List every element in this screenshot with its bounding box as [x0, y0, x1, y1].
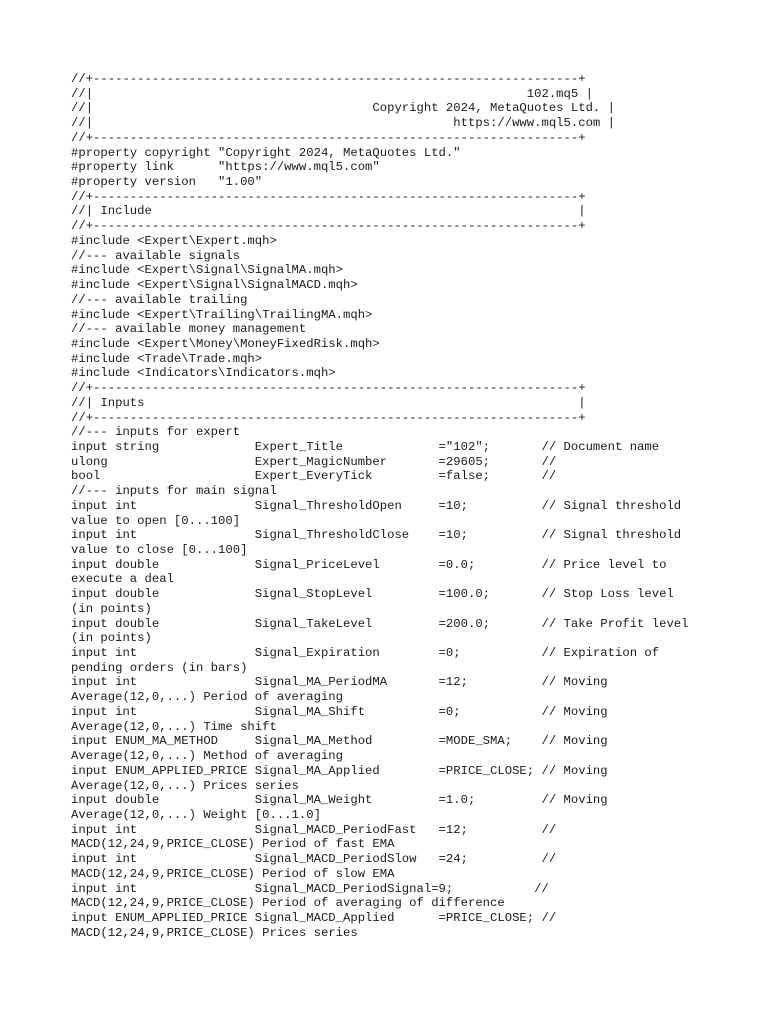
code-line: //| 102.mq5 | [71, 86, 593, 101]
code-line: //+------------------------------------------------------------------+ [71, 410, 586, 425]
code-line: Average(12,0,...) Method of averaging [71, 749, 343, 764]
code-line: input int Signal_ThresholdOpen =10; // Signal threshold [71, 498, 682, 513]
code-line: #include <Indicators\Indicators.mqh> [71, 366, 336, 381]
code-line: //--- available signals [71, 248, 241, 263]
code-line: #property copyright "Copyright 2024, MetaQuotes Ltd." [71, 145, 461, 160]
code-line: input double Signal_TakeLevel =200.0; // Take Profit level [71, 616, 689, 631]
code-line: #include <Expert\Signal\SignalMA.mqh> [71, 263, 343, 278]
code-line: MACD(12,24,9,PRICE_CLOSE) Period of slow EMA [71, 866, 395, 881]
code-line: #property version "1.00" [71, 175, 263, 190]
code-line: pending orders (in bars) [71, 660, 248, 675]
code-line: ulong Expert_MagicNumber =29605; // [71, 454, 557, 469]
code-line: //| https://www.mql5.com | [71, 116, 615, 131]
code-line: //--- available money management [71, 322, 307, 337]
code-line: input int Signal_MACD_PeriodSlow =24; // [71, 852, 557, 867]
code-line: //--- available trailing [71, 292, 248, 307]
code-line: //| Inputs | [71, 395, 586, 410]
code-line: (in points) [71, 631, 152, 646]
code-line: #include <Expert\Expert.mqh> [71, 233, 277, 248]
source-code-listing [71, 72, 751, 940]
code-line: input double Signal_PriceLevel =0.0; // Price level to [71, 557, 667, 572]
code-line: #include <Expert\Trailing\TrailingMA.mqh> [71, 307, 373, 322]
code-line: input string Expert_Title ="102"; // Document name [71, 439, 660, 454]
code-line: //+------------------------------------------------------------------+ [71, 219, 586, 234]
code-line: input double Signal_MA_Weight =1.0; // Moving [71, 793, 608, 808]
code-line: Average(12,0,...) Period of averaging [71, 690, 343, 705]
code-line: input ENUM_MA_METHOD Signal_MA_Method =MODE_SMA; // Moving [71, 734, 608, 749]
code-line: input int Signal_MACD_PeriodFast =12; // [71, 822, 557, 837]
code-line: input ENUM_APPLIED_PRICE Signal_MA_Applied =PRICE_CLOSE; // Moving [71, 763, 608, 778]
code-line: input ENUM_APPLIED_PRICE Signal_MACD_Applied =PRICE_CLOSE; // [71, 910, 557, 925]
code-line: MACD(12,24,9,PRICE_CLOSE) Period of fast EMA [71, 837, 395, 852]
code-line: #include <Expert\Money\MoneyFixedRisk.mqh> [71, 336, 380, 351]
code-line: input int Signal_MACD_PeriodSignal=9; // [71, 881, 549, 896]
code-line: value to close [0...100] [71, 543, 248, 557]
code-line: //+------------------------------------------------------------------+ [71, 189, 586, 204]
code-line: //| Copyright 2024, MetaQuotes Ltd. | [71, 101, 615, 116]
code-line: #include <Expert\Signal\SignalMACD.mqh> [71, 278, 358, 293]
code-line: //--- inputs for main signal [71, 484, 277, 499]
code-line: #property link "https://www.mql5.com" [71, 160, 380, 175]
code-line: MACD(12,24,9,PRICE_CLOSE) Prices series [71, 925, 358, 940]
code-line: input int Signal_MA_PeriodMA =12; // Moving [71, 675, 608, 690]
code-line: //+------------------------------------------------------------------+ [71, 72, 586, 86]
code-line: input double Signal_StopLevel =100.0; // Stop Loss level [71, 587, 674, 602]
code-line: bool Expert_EveryTick =false; // [71, 469, 557, 484]
code-line: Average(12,0,...) Time shift [71, 719, 277, 734]
code-line: value to open [0...100] [71, 513, 241, 528]
code-line: //+------------------------------------------------------------------+ [71, 381, 586, 396]
code-line: //--- inputs for expert [71, 425, 241, 440]
code-line: //+------------------------------------------------------------------+ [71, 130, 586, 145]
code-line: //| Include | [71, 204, 586, 219]
code-line: execute a deal [71, 572, 174, 587]
code-line: Average(12,0,...) Weight [0...1.0] [71, 807, 321, 822]
code-line: MACD(12,24,9,PRICE_CLOSE) Period of averaging of difference [71, 896, 505, 911]
code-line: input int Signal_ThresholdClose =10; // Signal threshold [71, 528, 682, 543]
code-line: input int Signal_MA_Shift =0; // Moving [71, 704, 608, 719]
code-line: (in points) [71, 601, 152, 616]
code-line: #include <Trade\Trade.mqh> [71, 351, 263, 366]
code-line: Average(12,0,...) Prices series [71, 778, 299, 793]
code-line: input int Signal_Expiration =0; // Expiration of [71, 646, 660, 661]
